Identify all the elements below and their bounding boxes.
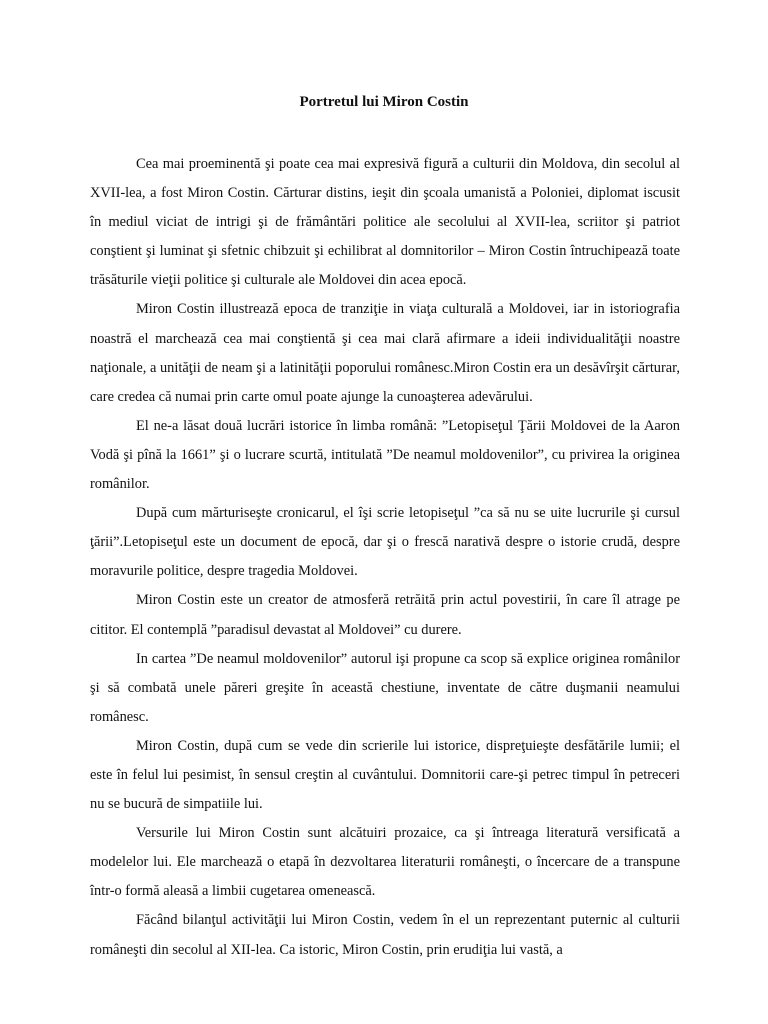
paragraph: Versurile lui Miron Costin sunt alcătuiri prozaice, ca şi întreaga literatură versificată a modelelor lui. Ele marchează o etapă în dezvoltarea literaturii româneşti, o încercare de a transpune într-o formă aleasă a limbii cugetarea omenească. xyxy=(90,825,680,900)
paragraph: Miron Costin illustrează epoca de tranziţie in viaţa culturală a Moldovei, iar in istoriografia noastră el marchează cea mai conştientă şi cea mai clară afirmare a ideii individualităţii noastre naţionale, a unităţii de neam şi a latinităţii poporului românesc.Miron Costin era un desăvîrşit cărturar, care credea că numai prin carte omul poate ajunge la cunoaşterea adevărului. xyxy=(90,301,680,405)
paragraph: Cea mai proeminentă şi poate cea mai expresivă figură a culturii din Moldova, din secolul al XVII-lea, a fost Miron Costin. Cărturar distins, ieşit din şcoala umanistă a Poloniei, diplomat iscusit în mediul viciat de intrigi şi de frământări politice ale secolului al XVII-lea, scriitor şi patriot conştient şi luminat şi sfetnic chibzuit şi echilibrat al domnitorilor – Miron Costin întruchipează toate trăsăturile vieţii politice şi culturale ale Moldovei din acea epocă. xyxy=(90,156,680,289)
paragraph: După cum mărturiseşte cronicarul, el îşi scrie letopiseţul ”ca să nu se uite lucrurile şi cursul ţării”.Letopiseţul este un document de epocă, dar şi o frescă narativă despre o istorie crudă, despre moravurile politice, despre tragedia Moldovei. xyxy=(90,505,680,580)
paragraph: Miron Costin este un creator de atmosferă retrăită prin actul povestirii, în care îl atrage pe cititor. El contemplă ”paradisul devastat al Moldovei” cu durere. xyxy=(90,592,680,638)
document-body xyxy=(90,150,680,965)
paragraph: In cartea ”De neamul moldovenilor” autorul işi propune ca scop să explice originea românilor şi să combată unele păreri greşite în această chestiune, inventate de către duşmanii neamului românesc. xyxy=(90,650,680,725)
paragraph: Miron Costin, după cum se vede din scrierile lui istorice, dispreţuieşte desfătările lumii; el este în felul lui pesimist, în sensul creştin al cuvântului. Domnitorii care-şi petrec timpul în petreceri nu se bucură de simpatiile lui. xyxy=(90,737,680,813)
paragraph: Făcând bilanţul activităţii lui Miron Costin, vedem în el un reprezentant puternic al culturii româneşti din secolul al XII-lea. Ca istoric, Miron Costin, prin erudiţia lui vastă, a xyxy=(90,912,680,958)
document-title: Portretul lui Miron Costin xyxy=(299,94,469,110)
paragraph: El ne-a lăsat două lucrări istorice în limba română: ”Letopiseţul Ţării Moldovei de la Aaron Vodă şi pînă la 1661” şi o lucrare scurtă, intitulată ”De neamul moldovenilor”, cu privirea la originea românilor. xyxy=(90,417,680,493)
